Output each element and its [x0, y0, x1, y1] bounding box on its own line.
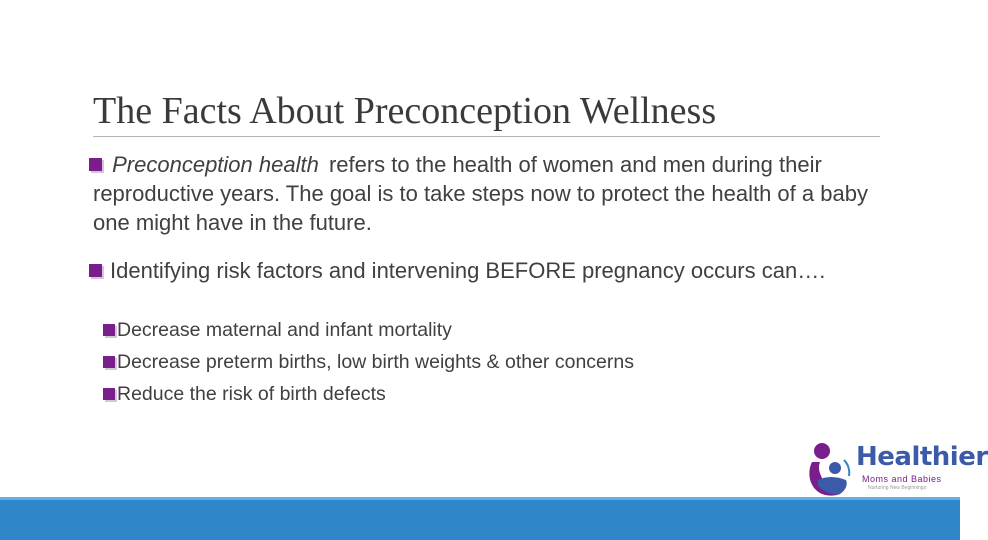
logo-tagline: Nurturing New Beginnings [868, 485, 927, 491]
square-bullet-icon [89, 158, 102, 171]
footer-bar-highlight [0, 497, 960, 500]
logo-subtitle: Moms and Babies [862, 474, 942, 484]
sub-bullet-item [103, 381, 386, 407]
sub-bullet-text: Decrease maternal and infant mortality [117, 319, 452, 341]
preconception-health-text: refers to the health of women and men during their reproductive years. The goal is to take steps now to protect the health of a baby one might have in the future. [93, 152, 868, 235]
square-bullet-icon [103, 324, 115, 336]
sub-bullet-text: Reduce the risk of birth defects [117, 383, 386, 405]
healthier-moms-logo [806, 440, 988, 500]
square-bullet-icon [89, 264, 102, 277]
mother-and-baby-logo-icon [806, 440, 858, 500]
bullet-preconception-health [93, 150, 873, 237]
preconception-health-emphasis: Preconception health [112, 152, 319, 177]
square-bullet-icon [103, 356, 115, 368]
sub-bullet-item [103, 349, 634, 375]
logo-wordmark: Healthier [856, 442, 988, 472]
bullet-identifying-risk [93, 256, 873, 285]
identifying-risk-text: Identifying risk factors and intervening BEFORE pregnancy occurs can…. [110, 258, 826, 283]
sub-bullet-item [103, 317, 452, 343]
slide-title: The Facts About Preconception Wellness [93, 90, 717, 132]
footer-bar [0, 497, 960, 540]
title-divider [93, 136, 880, 137]
sub-bullet-text: Decrease preterm births, low birth weights & other concerns [117, 351, 634, 373]
square-bullet-icon [103, 388, 115, 400]
